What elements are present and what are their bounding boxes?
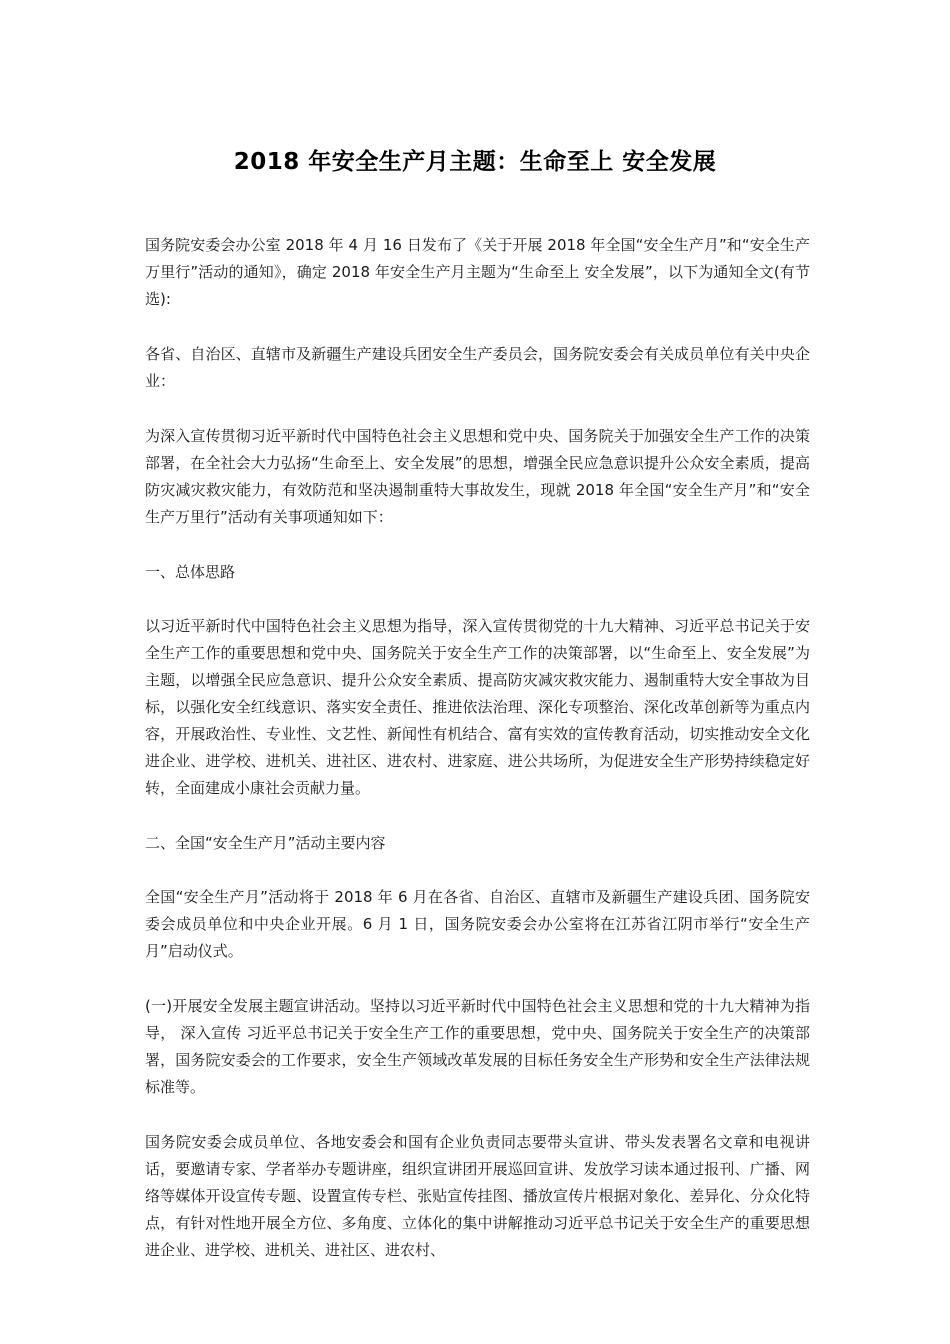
paragraph-item-1: (一)开展安全发展主题宣讲活动。坚持以习近平新时代中国特色社会主义思想和党的十九大精神为指导， 深入宣传 习近平总书记关于安全生产工作的重要思想，党中央、国务院关于安全生产的决策部署，国务院安委会的工作要求，安全生产领域改革发展的目标任务安全生产形势和安全生产法律法规标准等。 — [145, 997, 810, 1096]
paragraph-overall-approach: 以习近平新时代中国特色社会主义思想为指导，深入宣传贯彻党的十九大精神、习近平总书记关于安全生产工作的重要思想和党中央、国务院关于安全生产工作的决策部署，以“生命至上、安全发展”为主题，以增强全民应急意识、提升公众安全素质、提高防灾减灾救灾能力、遏制重特大安全事故为目标，以强化安全红线意识、落实安全责任、推进依法治理、深化专项整治、深化改革创新等为重点内容，开展政治性、专业性、文艺性、新闻性有机结合、富有实效的宣传教育活动，切实推动安全文化进企业、进学校、进机关、进社区、进农村、进家庭、进公共场所，为促进安全生产形势持续稳定好转，全面建成小康社会贡献力量。 — [145, 617, 810, 797]
paragraph-addressees: 各省、自治区、直辖市及新疆生产建设兵团安全生产委员会，国务院安委会有关成员单位有关中央企业： — [145, 345, 810, 390]
document-title: 2018 年安全生产月主题：生命至上 安全发展 — [233, 149, 717, 175]
paragraph-item-1-detail: 国务院安委会成员单位、各地安委会和国有企业负责同志要带头宣讲、带头发表署名文章和电视讲话，要邀请专家、学者举办专题讲座，组织宣讲团开展巡回宣讲、发放学习读本通过报刊、广播、网络等媒体开设宣传专题、设置宣传专栏、张贴宣传挂图、播放宣传片根据对象化、差异化、分众化特点，有针对性地开展全方位、多角度、立体化的集中讲解推动习近平总书记关于安全生产的重要思想进企业、进学校、进机关、进社区、进农村、 — [145, 1133, 810, 1259]
section-heading-2: 二、全国“安全生产月”活动主要内容 — [145, 834, 386, 852]
section-heading-1: 一、总体思路 — [145, 563, 236, 581]
paragraph-purpose: 为深入宣传贯彻习近平新时代中国特色社会主义思想和党中央、国务院关于加强安全生产工作的决策部署，在全社会大力弘扬“生命至上、安全发展”的思想，增强全民应急意识提升公众安全素质，提高防灾减灾救灾能力，有效防范和坚决遏制重特大事故发生，现就 2018 年全国“安全生产月”和“安全生产万里行”活动有关事项通知如下： — [145, 427, 810, 526]
document-body — [145, 232, 810, 1292]
paragraph-activity-schedule: 全国“安全生产月”活动将于 2018 年 6 月在各省、自治区、直辖市及新疆生产建设兵团、国务院安委会成员单位和中央企业开展。6 月 1 日，国务院安委会办公室将在江苏省江阴市举行“安全生产月”启动仪式。 — [145, 888, 810, 960]
paragraph-intro: 国务院安委会办公室 2018 年 4 月 16 日发布了《关于开展 2018 年全国“安全生产月”和“安全生产万里行”活动的通知》，确定 2018 年安全生产月主题为“生命至上 安全发展”，以下为通知全文(有节选): — [145, 236, 810, 308]
